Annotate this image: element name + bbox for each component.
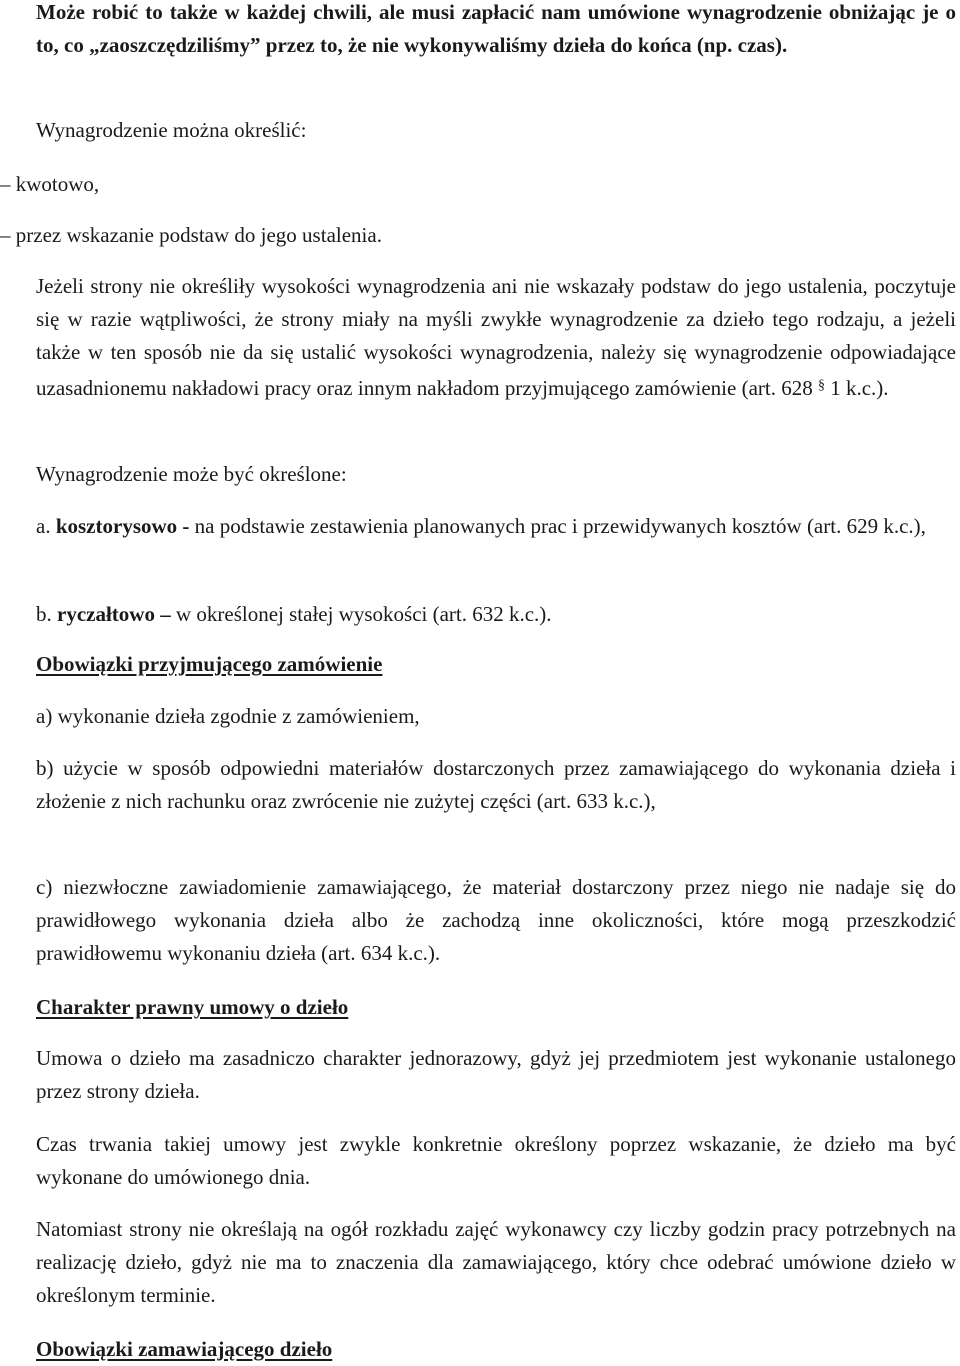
paragraph-presumption-end: 1 k.c.). [824,376,889,400]
paragraph-character-3: Natomiast strony nie określają na ogół rozkładu zajęć wykonawcy czy liczby godzin pracy potrzebnych na realizację dzieło, gdyż nie ma to znaczenia dla zamawiającego, który chce odebrać umówione dzieło w określonym terminie. [36,1217,956,1307]
list-item-b-label: b. [36,602,57,626]
list-item-b-text: w określonej stałej wysokości (art. 632 k.c.). [170,602,552,626]
paragraph-remuneration-intro: Wynagrodzenie można określić: [36,118,307,142]
list-item-a-term: kosztorysowo - [55,514,190,538]
list-item-a-text: na podstawie zestawienia planowanych prac i przewidywanych kosztów (art. 629 k.c.), [189,514,926,538]
list-item-a-label: a. [36,514,56,538]
list-item-b-term: ryczałtowo – [57,602,171,626]
heading-legal-character: Charakter prawny umowy o dzieło [36,995,349,1019]
list-item-lump-sum [36,598,956,631]
obligation-b: b) użycie w sposób odpowiedni materiałów dostarczonych przez zamawiającego do wykonania dzieła i złożenie z nich rachunku oraz zwrócenie nie zużytej części (art. 633 k.c.), [36,756,956,813]
paragraph-remuneration-types: Wynagrodzenie może być określone: [36,462,347,486]
list-item-cost-estimate [36,510,956,543]
obligation-c: c) niezwłoczne zawiadomienie zamawiającego, że materiał dostarczony przez niego nie nadaje się do prawidłowego wykonania dzieła albo że zachodzą inne okoliczności, które mogą przeszkodzić prawidłowemu wykonaniu dzieła (art. 634 k.c.). [36,875,956,965]
heading-client-obligations: Obowiązki zamawiającego dzieło [36,1337,333,1361]
obligation-a: a) wykonanie dzieła zgodnie z zamówieniem, [36,704,420,728]
heading-contractor-obligations: Obowiązki przyjmującego zamówienie [36,652,383,676]
paragraph-character-2: Czas trwania takiej umowy jest zwykle konkretnie określony poprzez wskazanie, że dzieło ma być wykonane do umówionego dnia. [36,1132,956,1189]
paragraph-withdrawal: Może robić to także w każdej chwili, ale musi zapłacić nam umówione wynagrodzenie obniżając je o to, co „zaoszczędziliśmy” przez to, że nie wykonywaliśmy dzieła do końca (np. czas). [36,0,956,57]
section-sign: § [817,378,825,393]
list-item-amount: – kwotowo, [0,172,100,196]
paragraph-presumption-text: Jeżeli strony nie określiły wysokości wynagrodzenia ani nie wskazały podstaw do jego ustalenia, poczytuje się w razie wątpliwości, że strony miały na myśli zwykłe wynagrodzenie za dzieło tego rodzaju, a jeżeli także w ten sposób nie da się ustalić wysokości wynagrodzenia, należy się wynagrodzenie odpowiadające uzasadnionemu nakładowi pracy oraz innym nakładom przyjmującego zamówienie (art. 628 [36,274,956,400]
paragraph-presumption [36,270,956,405]
paragraph-character-1: Umowa o dzieło ma zasadniczo charakter jednorazowy, gdyż jej przedmiotem jest wykonanie ustalonego przez strony dzieła. [36,1046,956,1103]
list-item-basis: – przez wskazanie podstaw do jego ustalenia. [0,223,382,247]
